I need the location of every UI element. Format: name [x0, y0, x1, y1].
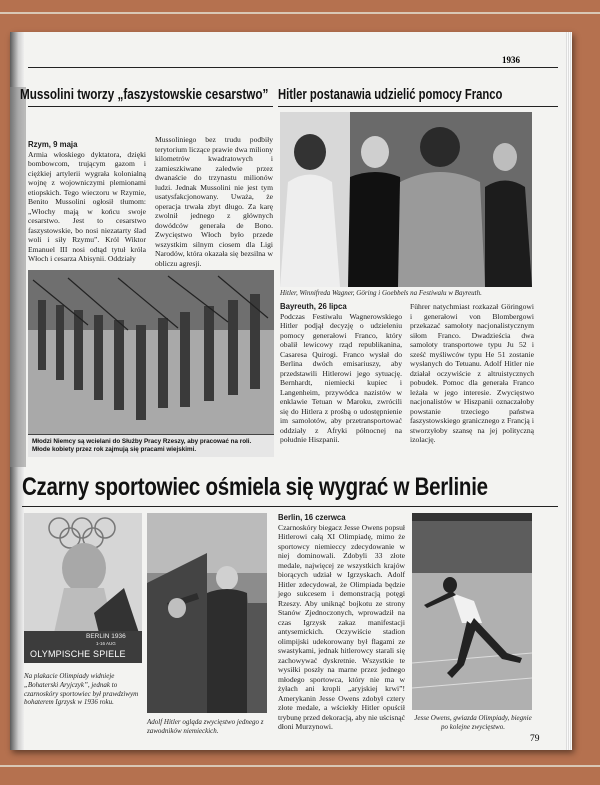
- headline-owens: Czarny sportowiec ośmiela się wygrać w Berlinie: [22, 473, 488, 501]
- caption-bayreuth: Hitler, Winnifreda Wagner, Göring i Goebbels na Festiwalu w Bayreuth.: [280, 289, 482, 297]
- header-rule: [28, 67, 558, 68]
- caption-owens: Jesse Owens, gwiazda Olimpiady, biegnie po kolejne zwycięstwo.: [414, 714, 532, 731]
- owens-photo-drawing: [412, 513, 532, 710]
- background-mortar-line: [0, 765, 600, 767]
- poster-title: OLYMPISCHE SPIELE: [30, 649, 126, 659]
- caption-hitler-stadium: Adolf Hitler ogląda zwycięstwo jednego z zawodników niemieckich.: [147, 718, 264, 735]
- article1-text2: Mussoliniego bez trudu podbiły terytorium liczące prawie dwa miliony kilometrów kwadratowych i zamieszkiwane zaledwie przez dwanaście do trzynastu milionów ludzi. Jednak Mussolini nie jest tym usatysfakcjonowany. Uważa, że operacja trwała zbyt długo. Za karę zwolnił jednego z głównych dowódców generała de Bono. Zwycięstwo Włoch było przede wszystkim silnym ciosem dla Ligi Narodów, która okazała się bezsilna w obliczu agresji.: [155, 135, 273, 268]
- poster-dates: 1-16 AUG: [96, 641, 116, 646]
- article1-column1: [28, 140, 146, 264]
- photo-jesse-owens: [412, 513, 532, 710]
- headline-hitler-franco: Hitler postanawia udzielić pomocy Franco: [278, 86, 503, 103]
- article3-column: [278, 513, 405, 732]
- page-year: 1936: [502, 55, 520, 65]
- article2-column2: [410, 302, 534, 445]
- bayreuth-photo-drawing: [280, 112, 532, 287]
- headline-underline: [278, 106, 558, 107]
- parade-photo-drawing: [28, 270, 274, 434]
- article3-text: Czarnoskóry biegacz Jesse Owens popsuł Hitlerowi całą XI Olimpiadę, mimo że sportowcy niemieccy zdecydowanie w niej dominowali. Zdobyli 33 złote medale, najwięcej ze wszystkich krajów biorących udział w Igrzyskach. Adolf Hitler zdecydował, że Olimpiada będzie jego sukcesem i demonstracją potęgi Rzeszy. Aby uniknąć bojkotu ze strony Stanów Zjednoczonych, wprowadził na czas Igrzysk zakaz manifestacji antysemickich. Oczywiście stadion olimpijski udekorowany był flagami ze swastykami, jednak hitlerowcy starali się zachowywać dyskretnie. Wszystkie te wysiłki poszły na marne przez jednego młodego sportowca, który nie ma w żyłach ani kropli „aryjskiej krwi”! Amerykanin Jesse Owens zdobył cztery złote medale, a wściekły Hitler opuścił trybunę przed dekoracją, aby nie uścisnąć dłoni Murzynowi.: [278, 522, 405, 731]
- caption-parade: Młodzi Niemcy są wcielani do Służby Pracy Rzeszy, aby pracować na roli. Młode kobiety przez rok zajmują się pracami wiejskimi.: [28, 434, 274, 457]
- stadium-photo-drawing: [147, 513, 267, 713]
- page-edges: [566, 32, 572, 750]
- photo-olympic-poster: [24, 513, 142, 663]
- article1-column2: [155, 135, 273, 268]
- headline-underline: [28, 106, 273, 107]
- poster-drawing: [24, 513, 142, 663]
- article2-column1: [280, 302, 402, 445]
- article1-text1: Armia włoskiego dyktatora, dzięki bombowcom, trującym gazom i ciężkiej artylerii wygrała kolonialną wojnę z wojowniczymi plemionami etiopskich. Tego wieczoru w Rzymie, Benito Mussolini ogłosił tłumom: „Włochy mają w końcu swoje cesarstwo. Jest to cesarstwo faszystowskie, bo nosi niezatarty ślad woli i siły Rzymu”. Król Wiktor Emanuel III nosi odtąd tytuł króla Włoch i cesarza Abisynii. Oddziały: [28, 149, 146, 263]
- photo-bayreuth-festival: [280, 112, 532, 287]
- background-mortar-line: [0, 12, 600, 14]
- article3-dateline: Berlin, 16 czerwca: [278, 513, 346, 522]
- page-number: 79: [530, 734, 540, 744]
- photo-labour-service-parade: [28, 270, 274, 434]
- photo-hitler-stadium: [147, 513, 267, 713]
- article2-dateline: Bayreuth, 26 lipca: [280, 302, 347, 311]
- poster-city-year: BERLIN 1936: [86, 633, 126, 640]
- article2-text1: Podczas Festiwalu Wagnerowskiego Hitler podjął decyzję o udzieleniu pomocy generałowi Franco, który obalił lewicowy rząd republikanina, Casaresa Quirogi. Franco wysłał do Berlina dwóch emisariuszy, aby przedstawili Hitlerowi jego sytuację. Bernhardt, niemiecki kupiec i Langenheim, przywódca nazistów w enklawie Tetuan w Maroku, zwrócili się do Hitlera z prośbą o udostępnienie im samolotów, aby przetransportować oddziały z Afryki północnej na południe Hiszpanii.: [280, 311, 402, 444]
- article2-text2: Führer natychmiast rozkazał Göringowi i generałowi von Blombergowi przekazać samoloty nacjonalistycznym siłom Franco. Dwadzieścia dwa samoloty transportowe typu Ju 52 i sześć myśliwców typu He 51 zostanie wysłanych do Tetuanu. Adolf Hitler nie działał oczywiście z altruistycznych pobudek. Pomoc dla generała Franco leżała w jego interesie. Zwycięstwo nacjonalistów w Hiszpanii oznaczałoby powstanie trzeciego państwa faszystowskiego granicznego z Francją i stworzyłoby szansę na jej polityczną izolację.: [410, 302, 534, 444]
- book-page: [10, 32, 572, 750]
- article1-dateline: Rzym, 9 maja: [28, 140, 78, 149]
- headline-underline: [22, 506, 558, 507]
- headline-mussolini: Mussolini tworzy „faszystowskie cesarstwo”: [20, 86, 269, 103]
- previous-page-edge: [10, 87, 26, 467]
- caption-poster: Na plakacie Olimpiady widnieje „Bohaterski Aryjczyk”, jednak to czarnoskóry sportowiec był prawdziwym bohaterem Igrzysk w 1936 roku.: [24, 672, 139, 707]
